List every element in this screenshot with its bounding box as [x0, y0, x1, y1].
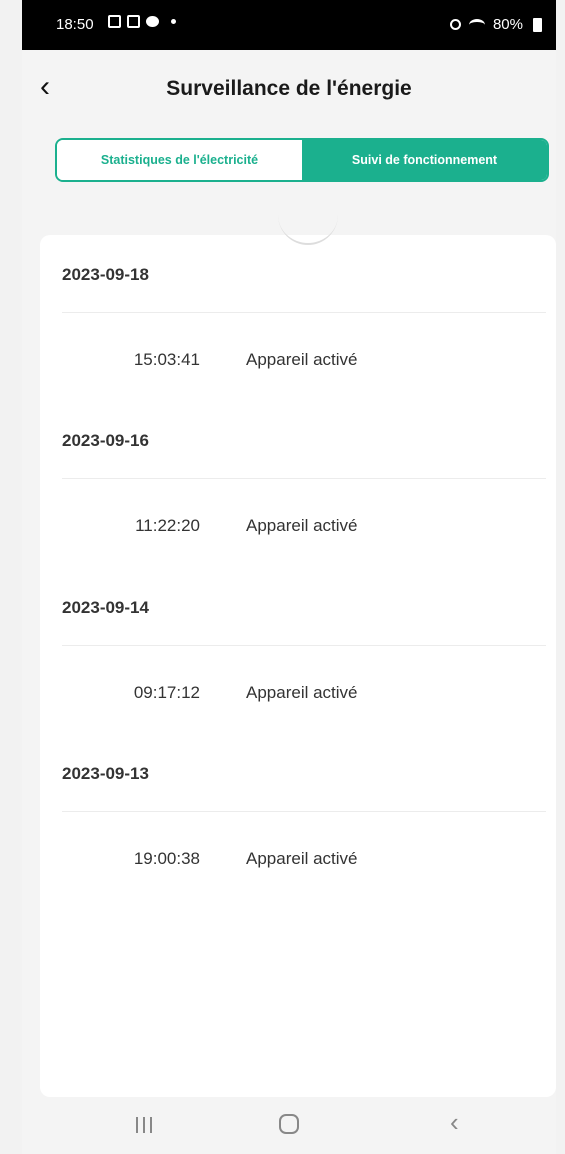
- log-date: 2023-09-18: [62, 265, 149, 284]
- back-icon[interactable]: ‹: [450, 1107, 459, 1137]
- log-time: 09:17:12: [133, 683, 200, 702]
- log-date: 2023-09-13: [62, 764, 149, 783]
- message-icon: [146, 16, 159, 27]
- log-card: [40, 235, 556, 1097]
- calendar-icon: [108, 15, 121, 28]
- status-bar: [22, 0, 556, 50]
- log-event: Appareil activé: [246, 516, 358, 535]
- log-time: 19:00:38: [133, 849, 200, 868]
- divider: [62, 478, 546, 479]
- home-icon[interactable]: [279, 1114, 299, 1134]
- status-time: 18:50: [56, 16, 94, 33]
- system-icons: [450, 16, 542, 33]
- tab-switcher: [55, 138, 549, 182]
- divider: [62, 811, 546, 812]
- battery-icon: [533, 18, 542, 32]
- app-header: [22, 50, 556, 130]
- tab-electricity-statistics[interactable]: Statistiques de l'électricité: [57, 140, 302, 180]
- back-button[interactable]: ‹: [40, 70, 50, 103]
- log-date: 2023-09-14: [62, 598, 149, 617]
- log-event: Appareil activé: [246, 683, 358, 702]
- pull-indicator: [278, 213, 338, 245]
- log-time: 11:22:20: [135, 516, 200, 535]
- log-date: 2023-09-16: [62, 431, 149, 450]
- divider: [62, 312, 546, 313]
- phone-screen: [22, 0, 556, 1154]
- log-event: Appareil activé: [246, 350, 358, 369]
- gallery-icon: [127, 15, 140, 28]
- page-title: Surveillance de l'énergie: [166, 77, 412, 100]
- system-navigation-bar: [22, 1097, 556, 1154]
- wifi-icon: [469, 19, 485, 31]
- notification-icons: [108, 15, 176, 28]
- tab-operation-log[interactable]: Suivi de fonctionnement: [302, 140, 547, 180]
- alarm-icon: [450, 19, 461, 30]
- log-time: 15:03:41: [133, 350, 200, 369]
- more-notifications-icon: [171, 19, 176, 24]
- recent-apps-icon[interactable]: [136, 1117, 152, 1133]
- battery-percent: 80%: [492, 16, 523, 33]
- log-event: Appareil activé: [246, 849, 358, 868]
- divider: [62, 645, 546, 646]
